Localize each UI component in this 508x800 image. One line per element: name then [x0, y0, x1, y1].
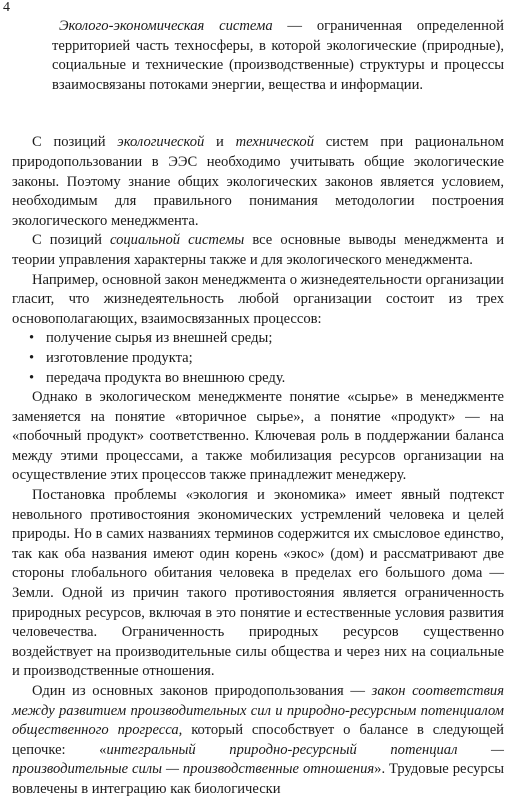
- definition-paragraph: [52, 17, 504, 95]
- italic-term: закон соответствия между развитием производительных сил и природно-ресурсным потенциалом общественного прогресса,: [12, 683, 504, 739]
- text-run: все основные выводы менеджмента и теории управления характерны также и для экологического менеджмента.: [12, 232, 505, 268]
- page-content: [12, 17, 504, 800]
- text-run: С позиций: [32, 232, 110, 249]
- list-item: [12, 349, 504, 369]
- list-item-text: изготовление продукта;: [46, 349, 193, 366]
- bullet-icon: •: [29, 330, 35, 347]
- page-number: 4: [3, 0, 10, 15]
- text-run: ». Трудовые ресурсы вовлечены в интеграцию как биологически: [12, 761, 504, 797]
- italic-term: технической: [235, 134, 314, 151]
- paragraph-ecological-technical: [12, 133, 504, 231]
- paragraph-ecological-management: Однако в экологическом менеджменте понятие «сырье» в менеджменте заменяется на понятие «вторичное сырье», а понятие «продукт» — на «побочный продукт» соответственно. Ключевая роль в поддержании баланса между этими процессами, а также мобилизация ресурсов организации на осуществление этих процессов также принадлежит менеджеру.: [12, 389, 504, 484]
- text-run: и: [204, 134, 236, 151]
- paragraph-nature-law: [12, 682, 504, 800]
- list-item-text: получение сырья из внешней среды;: [46, 330, 273, 347]
- italic-term: экологической: [117, 134, 205, 151]
- bullet-icon: •: [29, 369, 35, 386]
- list-item: [12, 329, 504, 349]
- text-run: который способствует о балансе в следующей цепочке: «: [12, 722, 504, 758]
- italic-term: социальной системы: [109, 232, 245, 249]
- definition-text: — ограниченная определенной территорией часть техносферы, в которой экологические (природные), социальные и технические (производственные) структуры и процессы взаимосвязаны потоками энергии, вещества и информации.: [52, 18, 504, 93]
- text-run: Один из основных законов природопользования —: [32, 683, 372, 699]
- process-list: [12, 329, 504, 388]
- bullet-icon: •: [29, 349, 35, 366]
- italic-term: интегральный природно-ресурсный потенциал — производительные силы — производственные отношения: [12, 741, 504, 778]
- list-item-text: передача продукта во внешнюю среду.: [46, 369, 286, 386]
- paragraph-social-system: [12, 231, 504, 270]
- paragraph-ecology-economy: Постановка проблемы «экология и экономика» имеет явный подтекст невольного противостояния экономических устремлений человека и целей природы. Но в самих названиях терминов содержится их смысловое единство, так как оба названия имеют один корень «экос» (дом) и рассматривают две стороны глобального обитания человека в пределах его большого дома — Земли. Одной из причин такого противостояния является ограниченность природных ресурсов, включая в это понятие и естественные условия развития человечества. Ограниченность природных ресурсов существенно воздействует на производительные силы общества и через них на социальные и производственные отношения.: [12, 487, 504, 680]
- paragraph-main-law: Например, основной закон менеджмента о жизнедеятельности организации гласит, что жизнедеятельность любой организации состоит из трех основополагающих, взаимосвязанных процессов:: [12, 271, 504, 327]
- text-run: систем при рациональном природопользовании в ЭЭС необходимо учитывать общие экологические законы. Поэтому знание общих экологических законов является условием, необходимым для правильного понимания методологии построения экологического менеджмента.: [12, 134, 504, 229]
- text-run: С позиций: [32, 134, 118, 151]
- definition-term: Эколого-экономическая система: [59, 18, 273, 34]
- list-item: [12, 369, 504, 389]
